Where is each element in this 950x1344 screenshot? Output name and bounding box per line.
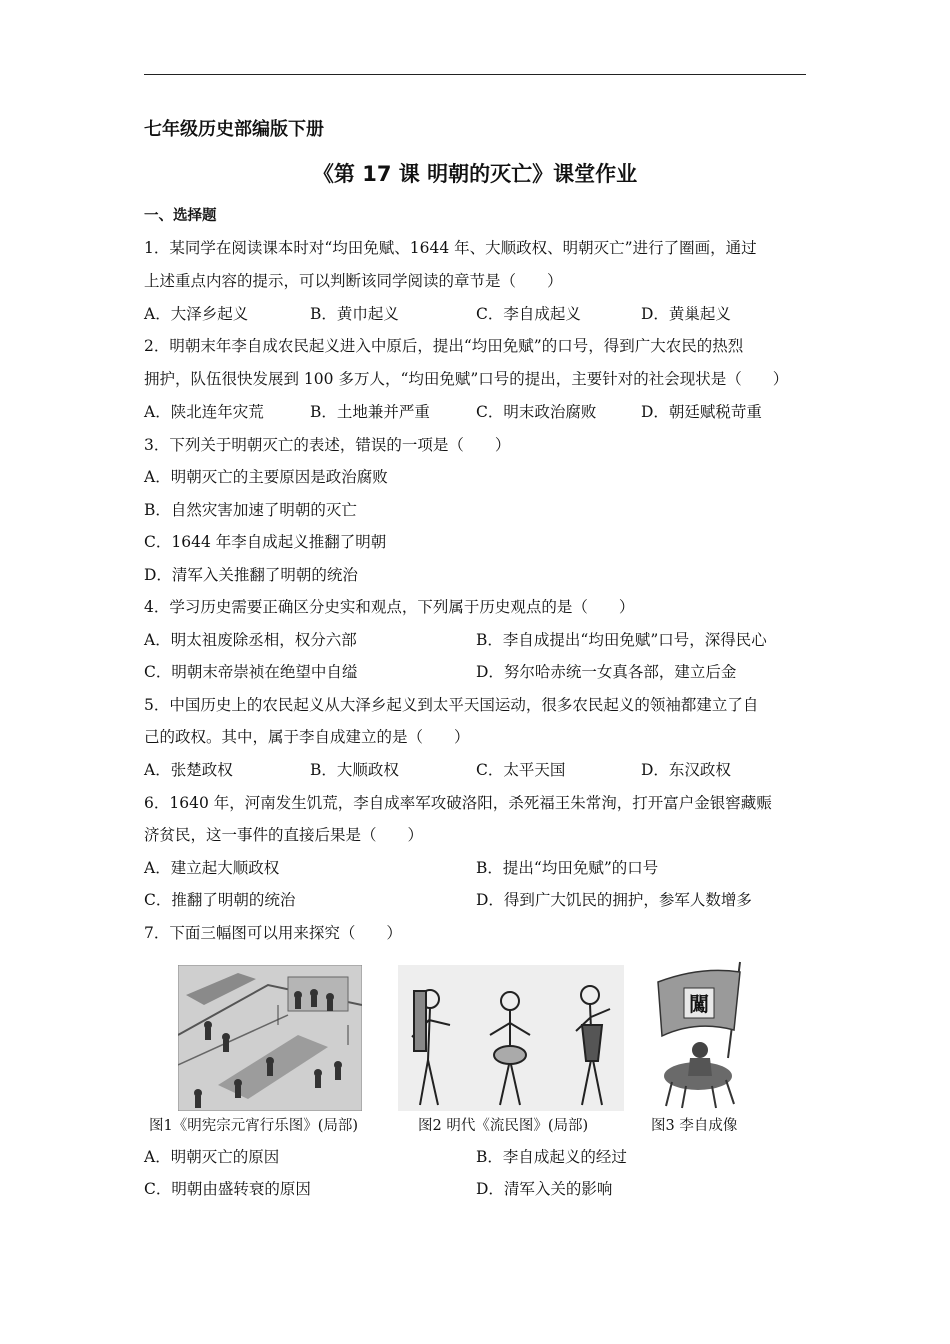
question-1-option-c: C．李自成起义 bbox=[476, 305, 581, 323]
question-2-line-1: 2．明朝末年李自成农民起义进入中原后，提出“均田免赋”的口号，得到广大农民的热烈 bbox=[144, 337, 744, 355]
figure-3-li-zicheng-portrait bbox=[650, 958, 754, 1111]
question-6-option-b: B．提出“均田免赋”的口号 bbox=[476, 859, 659, 877]
question-4-option-b: B．李自成提出“均田免赋”口号，深得民心 bbox=[476, 631, 767, 649]
question-5-line-2: 己的政权。其中，属于李自成建立的是（ ） bbox=[144, 728, 470, 746]
question-2-option-a: A．陕北连年灾荒 bbox=[144, 403, 264, 421]
question-2-line-2: 拥护，队伍很快发展到 100 多万人，“均田免赋”口号的提出，主要针对的社会现状是（ ） bbox=[144, 370, 789, 388]
page-title: 《第 17 课 明朝的灭亡》课堂作业 bbox=[312, 162, 638, 186]
question-2-option-d: D．朝廷赋税苛重 bbox=[641, 403, 762, 421]
question-2-option-b: B．土地兼并严重 bbox=[310, 403, 430, 421]
question-3-option-d: D．清军入关推翻了明朝的统治 bbox=[144, 566, 358, 584]
question-7-option-a: A．明朝灭亡的原因 bbox=[144, 1148, 280, 1166]
question-7-option-b: B．李自成起义的经过 bbox=[476, 1148, 627, 1166]
figure-3-caption: 图3 李自成像 bbox=[651, 1118, 738, 1134]
figure-1-caption: 图1《明宪宗元宵行乐图》(局部) bbox=[149, 1118, 359, 1134]
question-1-line-2: 上述重点内容的提示，可以判断该同学阅读的章节是（ ） bbox=[144, 272, 563, 290]
question-6-line-1: 6．1640 年，河南发生饥荒，李自成率军攻破洛阳，杀死福王朱常洵，打开富户金银窖藏赈 bbox=[144, 794, 772, 812]
question-7-option-c: C．明朝由盛转衰的原因 bbox=[144, 1180, 311, 1198]
question-5-option-a: A．张楚政权 bbox=[144, 761, 233, 779]
question-6-line-2: 济贫民，这一事件的直接后果是（ ） bbox=[144, 826, 424, 844]
question-4-option-d: D．努尔哈赤统一女真各部，建立后金 bbox=[476, 663, 737, 681]
question-1-option-b: B．黄巾起义 bbox=[310, 305, 399, 323]
question-7-option-d: D．清军入关的影响 bbox=[476, 1180, 613, 1198]
grade-heading: 七年级历史部编版下册 bbox=[144, 119, 324, 140]
banner-character: 闖 bbox=[689, 992, 709, 1016]
question-2-option-c: C．明末政治腐败 bbox=[476, 403, 597, 421]
question-6-option-d: D．得到广大饥民的拥护，参军人数增多 bbox=[476, 891, 752, 909]
question-1-option-a: A．大泽乡起义 bbox=[144, 305, 249, 323]
question-1-line-1: 1．某同学在阅读课本时对“均田免赋、1644 年、大顺政权、明朝灭亡”进行了圈画，通过 bbox=[144, 239, 757, 257]
question-1-option-d: D．黄巢起义 bbox=[641, 305, 731, 323]
question-4-option-a: A．明太祖废除丞相，权分六部 bbox=[144, 631, 357, 649]
question-3-line-1: 3．下列关于明朝灭亡的表述，错误的一项是（ ） bbox=[144, 436, 511, 454]
question-6-option-c: C．推翻了明朝的统治 bbox=[144, 891, 296, 909]
figure-2-caption: 图2 明代《流民图》(局部) bbox=[418, 1118, 589, 1134]
question-3-option-c: C．1644 年李自成起义推翻了明朝 bbox=[144, 533, 387, 551]
section-heading: 一、选择题 bbox=[144, 208, 217, 224]
figure-1-palace-scene bbox=[178, 965, 362, 1111]
question-4-line-1: 4．学习历史需要正确区分史实和观点，下列属于历史观点的是（ ） bbox=[144, 598, 635, 616]
figure-2-refugees-scene bbox=[398, 965, 624, 1111]
question-5-option-b: B．大顺政权 bbox=[310, 761, 399, 779]
question-6-option-a: A．建立起大顺政权 bbox=[144, 859, 280, 877]
question-5-option-c: C．太平天国 bbox=[476, 761, 566, 779]
header-rule bbox=[144, 74, 806, 75]
question-7-line-1: 7．下面三幅图可以用来探究（ ） bbox=[144, 924, 402, 942]
question-5-line-1: 5．中国历史上的农民起义从大泽乡起义到太平天国运动，很多农民起义的领袖都建立了自 bbox=[144, 696, 759, 714]
question-3-option-b: B．自然灾害加速了明朝的灭亡 bbox=[144, 501, 357, 519]
question-3-option-a: A．明朝灭亡的主要原因是政治腐败 bbox=[144, 468, 388, 486]
question-4-option-c: C．明朝末帝崇祯在绝望中自缢 bbox=[144, 663, 358, 681]
question-5-option-d: D．东汉政权 bbox=[641, 761, 731, 779]
